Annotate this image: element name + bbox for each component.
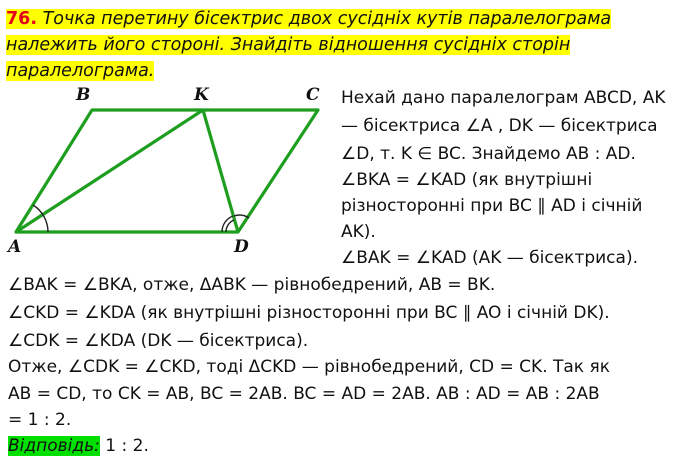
parallelogram-figure (6, 82, 336, 254)
solution-line-4: ∠BKA = ∠KAD (як внутрішні (341, 170, 593, 190)
vertex-label-b: B (76, 85, 91, 105)
bisector-ak (16, 110, 203, 232)
solution-line-10: ∠CDK = ∠KDA (DK — бісектриса). (8, 331, 309, 351)
solution-line-1: Нехай дано паралелограм ABCD, AK (341, 88, 666, 108)
solution-line-12: AB = CD, то CK = AB, BC = 2AB. BC = AD = 2AB. AB : AD = AB : 2AB (8, 384, 600, 404)
vertex-label-c: C (306, 85, 320, 105)
solution-line-2: — бісектриса ∠A , DK — бісектриса (341, 116, 658, 136)
vertex-label-a: A (8, 237, 22, 254)
answer-value: 1 : 2. (99, 436, 149, 456)
solution-line-6: AK). (341, 222, 376, 242)
bisector-dk (203, 110, 238, 232)
vertex-label-d: D (234, 237, 249, 254)
parallelogram-abcd (16, 110, 318, 232)
solution-line-8: ∠BAK = ∠BKA, отже, ΔABK — рівнобедрений, AB = BK. (8, 275, 496, 295)
answer-line (8, 432, 690, 460)
solution-line-9: ∠CKD = ∠KDA (як внутрішні різносторонні при BC ∥ AO і січній DK). (8, 303, 610, 323)
angle-mark-d-3 (226, 220, 234, 232)
angle-mark-d-1 (222, 216, 233, 232)
task-text: Точка перетину бісектрис двох сусідніх кутів паралелограма належить його стороні. Знайдіть відношення сусідніх сторін паралелограма. (6, 9, 612, 81)
parallelogram-diagram (6, 82, 336, 254)
vertex-label-k: K (194, 85, 209, 105)
task-statement (6, 6, 686, 84)
solution-line-13: = 1 : 2. (8, 410, 72, 430)
task-number: 76. (6, 9, 38, 29)
solution-line-5: різносторонні при BC ∥ AD і січній (341, 196, 643, 216)
solution-line-11: Отже, ∠CDK = ∠CKD, тоді ΔCKD — рівнобедрений, CD = CK. Так як (8, 357, 610, 377)
task-highlight (6, 9, 611, 81)
answer-label: Відповідь: (8, 436, 100, 456)
solution-line-3: ∠D, т. K ∈ BC. Знайдемо AB : AD. (341, 144, 636, 164)
solution-line-7: ∠BAK = ∠KAD (AK — бісектриса). (341, 248, 638, 268)
